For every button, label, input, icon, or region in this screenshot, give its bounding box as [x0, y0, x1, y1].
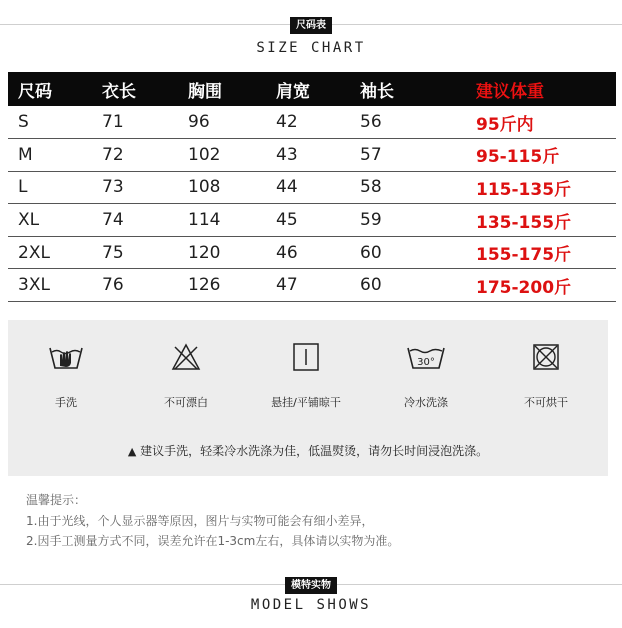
warning-icon: ▲: [127, 445, 137, 458]
section-tag: 模特实物: [285, 577, 337, 594]
table-header-row: [8, 72, 616, 106]
cell-chest: 114: [178, 204, 266, 237]
cell-shoulder: 45: [266, 204, 350, 237]
size-chart-header: [0, 14, 622, 36]
cell-sleeve: 56: [350, 106, 466, 139]
care-item-hand-wash: [14, 340, 118, 410]
column-header: 肩宽: [276, 81, 310, 102]
column-header: 尺码: [18, 81, 52, 102]
tips: [26, 490, 399, 552]
cell-length: 76: [92, 269, 178, 302]
cell-chest: 126: [178, 269, 266, 302]
cell-length: 72: [92, 139, 178, 172]
cell-sleeve: 57: [350, 139, 466, 172]
cell-sleeve: 59: [350, 204, 466, 237]
table-row: [8, 204, 616, 237]
cell-chest: 102: [178, 139, 266, 172]
care-label: 悬挂/平铺晾干: [271, 396, 341, 409]
table-row: [8, 139, 616, 172]
hang-dry-icon: [254, 340, 358, 374]
tips-line: 1.由于光线，个人显示器等原因，图片与实物可能会有细小差异，: [26, 513, 374, 528]
cell-weight: 175-200斤: [466, 269, 616, 302]
column-header: 胸围: [188, 81, 222, 102]
cell-size: XL: [8, 204, 92, 237]
care-item-no-tumble-dry: [494, 340, 598, 410]
section-subtitle: SIZE CHART: [256, 40, 366, 56]
tips-line: 2.因手工测量方式不同，误差允许在1-3cm左右，具体请以实物为准。: [26, 534, 400, 548]
care-label: 不可烘干: [524, 396, 568, 409]
care-panel: [8, 320, 608, 476]
cell-sleeve: 60: [350, 269, 466, 302]
cell-size: L: [8, 171, 92, 204]
cell-length: 74: [92, 204, 178, 237]
cell-shoulder: 47: [266, 269, 350, 302]
column-header: 衣长: [102, 81, 136, 102]
care-item-no-bleach: [134, 340, 238, 410]
cell-shoulder: 43: [266, 139, 350, 172]
cell-sleeve: 58: [350, 171, 466, 204]
care-item-cold-wash: [374, 340, 478, 410]
cell-length: 71: [92, 106, 178, 139]
cell-size: S: [8, 106, 92, 139]
cell-weight: 115-135斤: [466, 171, 616, 204]
cell-chest: 96: [178, 106, 266, 139]
hand-wash-icon: [14, 340, 118, 374]
section-tag: 尺码表: [290, 17, 332, 34]
cell-size: 2XL: [8, 236, 92, 269]
cell-weight: 95斤内: [466, 106, 616, 139]
table-row: [8, 106, 616, 139]
cell-size: 3XL: [8, 269, 92, 302]
cell-weight: 95-115斤: [466, 139, 616, 172]
cell-size: M: [8, 139, 92, 172]
column-header: 袖长: [360, 81, 394, 102]
model-shows-header: [0, 574, 622, 596]
care-label: 冷水洗涤: [404, 396, 448, 409]
table-row: [8, 236, 616, 269]
care-label: 不可漂白: [164, 396, 208, 409]
wash-temperature: 30°: [417, 357, 435, 368]
cold-wash-icon: [374, 340, 478, 374]
size-table: [8, 72, 616, 302]
table-row: [8, 171, 616, 204]
cell-chest: 120: [178, 236, 266, 269]
cell-length: 75: [92, 236, 178, 269]
column-header-weight: 建议体重: [476, 81, 544, 102]
cell-weight: 155-175斤: [466, 236, 616, 269]
care-note: [8, 442, 608, 459]
cell-length: 73: [92, 171, 178, 204]
cell-shoulder: 44: [266, 171, 350, 204]
care-label: 手洗: [55, 396, 77, 409]
section-subtitle: MODEL SHOWS: [250, 597, 372, 613]
no-bleach-icon: [134, 340, 238, 374]
care-note-text: 建议手洗，轻柔冷水洗涤为佳，低温熨烫，请勿长时间浸泡洗涤。: [140, 444, 489, 458]
care-item-hang-dry: [254, 340, 358, 410]
table-row: [8, 269, 616, 302]
no-tumble-dry-icon: [494, 340, 598, 374]
cell-shoulder: 46: [266, 236, 350, 269]
cell-weight: 135-155斤: [466, 204, 616, 237]
cell-sleeve: 60: [350, 236, 466, 269]
cell-shoulder: 42: [266, 106, 350, 139]
tips-title: 温馨提示：: [26, 493, 87, 507]
cell-chest: 108: [178, 171, 266, 204]
